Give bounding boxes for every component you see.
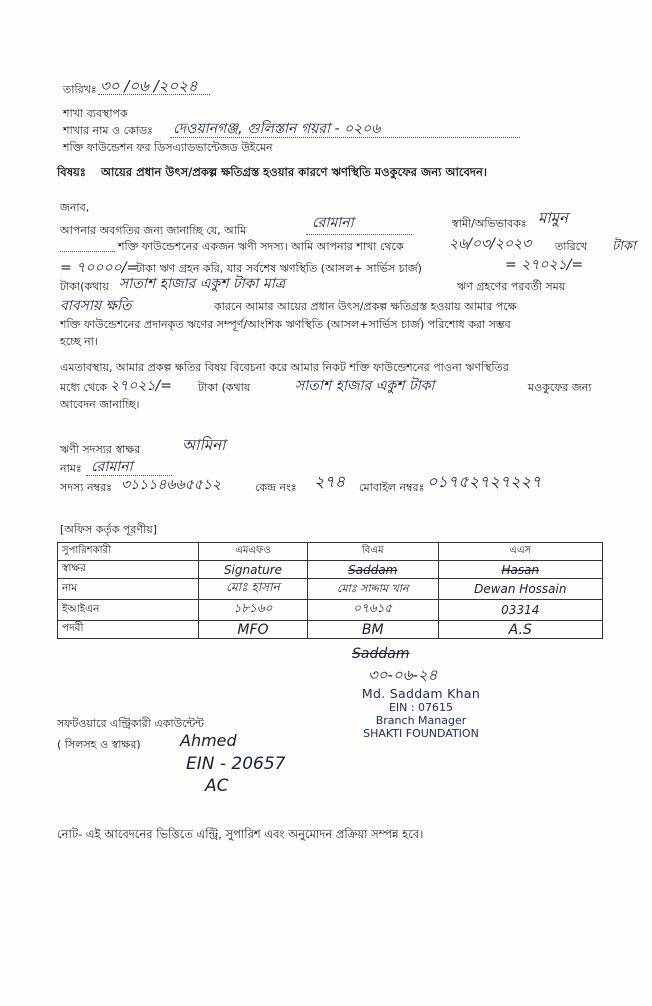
mobile-value: ০১৭৫২৭২৭২২৭ xyxy=(427,472,542,491)
body-p2-c: টাকা (কথায় xyxy=(198,381,251,394)
table-row xyxy=(58,579,603,600)
guardian-hw: মামুন xyxy=(538,209,568,227)
body-p2-d: মওকুফের জন্য xyxy=(528,381,592,394)
date-line xyxy=(98,94,210,95)
bm-stamp-signature: Saddam xyxy=(352,646,410,662)
row-label-ein: ইআইএন xyxy=(58,600,199,621)
body-p1-d: টাকা ঋণ গ্রহন করি, যার সর্বশেষ ঋণস্থিতি (আসল+ সার্ভিস চার্জ) xyxy=(136,262,422,275)
body-p1-a: আপনার অবগতির জন্য জানাচ্ছি যে, আমি xyxy=(60,224,247,237)
bm-stamp-name: Md. Saddam Khan xyxy=(361,686,481,701)
accountant-signature: Ahmed xyxy=(180,731,237,750)
col-header-as: এএস xyxy=(438,543,602,561)
mobile-label: মোবাইল নম্বরঃ xyxy=(359,481,425,494)
body-p1-h: শক্তি ফাউন্ডেশনের প্রদানকৃত ঋণের সম্পূর্ণ/আংশিক ঋণস্থিতি (আসল+সার্ভিস চার্জ) পরিশোধ করা সম্ভব xyxy=(60,318,511,331)
bm-signature: Saddam xyxy=(348,562,398,577)
col-header-recommender: সুপারিশকারী xyxy=(58,543,199,561)
member-number-value: ৩১১১৪৬৬৫৫১২ xyxy=(121,477,222,493)
bm-designation: BM xyxy=(361,621,384,638)
subject-label: বিষয়ঃ xyxy=(57,165,86,179)
row-label-designation: পদবী xyxy=(58,621,199,639)
col-header-bm: বিএম xyxy=(307,543,438,561)
bm-stamp xyxy=(346,686,496,740)
salutation: জনাব, xyxy=(60,201,90,214)
line-b xyxy=(60,251,115,252)
body-p2-b: মধ্যে থেকে xyxy=(60,381,108,394)
body-p2-a: এমতাবস্থায়, আমার প্রকল্প ক্ষতির বিষয় বিবেচনা করে আমার নিকট শক্তি ফাউন্ডেশনের পাওনা ঋণস্থিতির xyxy=(60,361,509,374)
manager-label: শাখা ব্যবস্থাপক xyxy=(63,107,128,120)
mfo-ein: ১৮১৬০ xyxy=(233,601,273,615)
name-line xyxy=(306,234,412,235)
member-name-label: নামঃ xyxy=(60,462,82,475)
center-label: কেন্দ্র নংঃ xyxy=(255,481,297,494)
mfo-name: মোঃ হাসান xyxy=(226,580,280,594)
body-p1-f: ঋণ গ্রহণের পরবর্তী সময় xyxy=(457,280,566,293)
row-label-name: নাম xyxy=(58,579,199,600)
center-value: ২৭৪ xyxy=(314,472,346,491)
branch-value: দেওয়ানগঞ্জ, গুলিস্তান গয়রা - ০২০৬ xyxy=(173,121,381,137)
footer-note: নোট- এই আবেদনের ভিত্তিতে এন্ট্রি, সুপারিশ এবং অনুমোদন প্রক্রিয়া সম্পন্ন হবে। xyxy=(57,827,424,841)
taka-unit-hw: টাকা xyxy=(612,239,636,254)
waiver-amount-hw: ২৭০২১/= xyxy=(110,378,172,394)
member-number-label: সদস্য নম্বরঃ xyxy=(60,481,112,494)
org-line: শক্তি ফাউন্ডেশন ফর ডিসএ্যাডভান্টেজড উইমেন xyxy=(63,141,273,154)
office-table xyxy=(57,542,603,639)
member-name-value: রোমানা xyxy=(91,459,133,475)
as-name: Dewan Hossain xyxy=(474,582,567,596)
table-row xyxy=(58,621,603,639)
date-label: তারিখঃ xyxy=(63,83,97,96)
office-heading: [অফিস কর্তৃক পূরণীয়] xyxy=(60,523,157,536)
loan-date-hw: ২৬/০৩/২০২৩ xyxy=(449,236,532,252)
table-row xyxy=(58,600,603,621)
office-header-row xyxy=(58,543,603,561)
member-signature-label: ঋণী সদস্যর স্বাক্ষর xyxy=(60,443,141,456)
body-p1-i: হচ্ছে না। xyxy=(60,335,98,348)
loan-amount-hw: = ৭০০০০/= xyxy=(60,260,139,276)
branch-label: শাখার নাম ও কোডঃ xyxy=(63,124,153,137)
mfo-signature: Signature xyxy=(223,562,283,577)
date-value: ৩০ /০৬ /২০২৪ xyxy=(100,77,198,95)
bm-stamp-title: Branch Manager xyxy=(375,714,467,727)
reason-hw: বাবসায় ক্ষতি xyxy=(60,298,132,314)
mfo-designation: MFO xyxy=(237,621,269,638)
body-p2-e: আবেদন জানাচ্ছি। xyxy=(60,398,140,411)
subject-text: আয়ের প্রধান উৎস/প্রকল্প ক্ষতিগ্রস্ত হওয়ার কারণে ঋণস্থিতি মওকুফের জন্য আবেদন। xyxy=(101,165,487,179)
amount-words-hw: সাতাশ হাজার একুশ টাকা মাত্র xyxy=(119,276,286,292)
body-p1-g: কারনে আমার আয়ের প্রধান উৎস/প্রকল্প ক্ষতিগ্রস্ত হওয়ায় আমার পক্ষে xyxy=(214,300,517,313)
member-name-hw: রোমানা xyxy=(312,215,354,231)
bm-stamp-ein: EIN : 07615 xyxy=(388,701,454,714)
body-p1-e: টাকা(কথায় xyxy=(60,280,109,293)
as-signature: Hasan xyxy=(501,562,540,577)
accountant-ein: EIN - 20657 xyxy=(186,754,286,774)
member-signature-hw: আমিনা xyxy=(182,436,226,454)
balance-hw: = ২৭০২১/= xyxy=(505,257,584,273)
accountant-label: সফটওয়ারে এন্ট্রিকারী একাউন্টেন্ট xyxy=(57,717,204,730)
body-p1-b: শক্তি ফাউন্ডেশনের একজন ঋণী সদস্য। আমি আপনার শাখা থেকে xyxy=(118,240,404,253)
bm-stamp-org: SHAKTI FOUNDATION xyxy=(363,727,479,740)
accountant-title: AC xyxy=(205,776,229,796)
branch-line xyxy=(170,137,520,138)
as-designation: A.S xyxy=(508,621,532,638)
accountant-seal-label: ( সিলসহ ও স্বাক্ষর) xyxy=(57,738,141,751)
waiver-words-hw: সাতাশ হাজার একুশ টাকা xyxy=(295,378,435,394)
table-row xyxy=(58,561,603,579)
bm-stamp-date: ৩০-০৬-২৪ xyxy=(368,666,438,684)
as-ein: 03314 xyxy=(501,603,540,617)
row-label-signature: স্বাক্ষর xyxy=(58,561,199,579)
body-p1-c: তারিখে xyxy=(555,240,588,253)
guardian-label: স্বামী/অভিভাবকঃ xyxy=(452,217,527,230)
col-header-mfo: এমএফও xyxy=(199,543,308,561)
bm-ein: ০৭৬১৫ xyxy=(353,601,393,615)
bm-name: মোঃ সাদ্দাম খান xyxy=(336,581,409,595)
